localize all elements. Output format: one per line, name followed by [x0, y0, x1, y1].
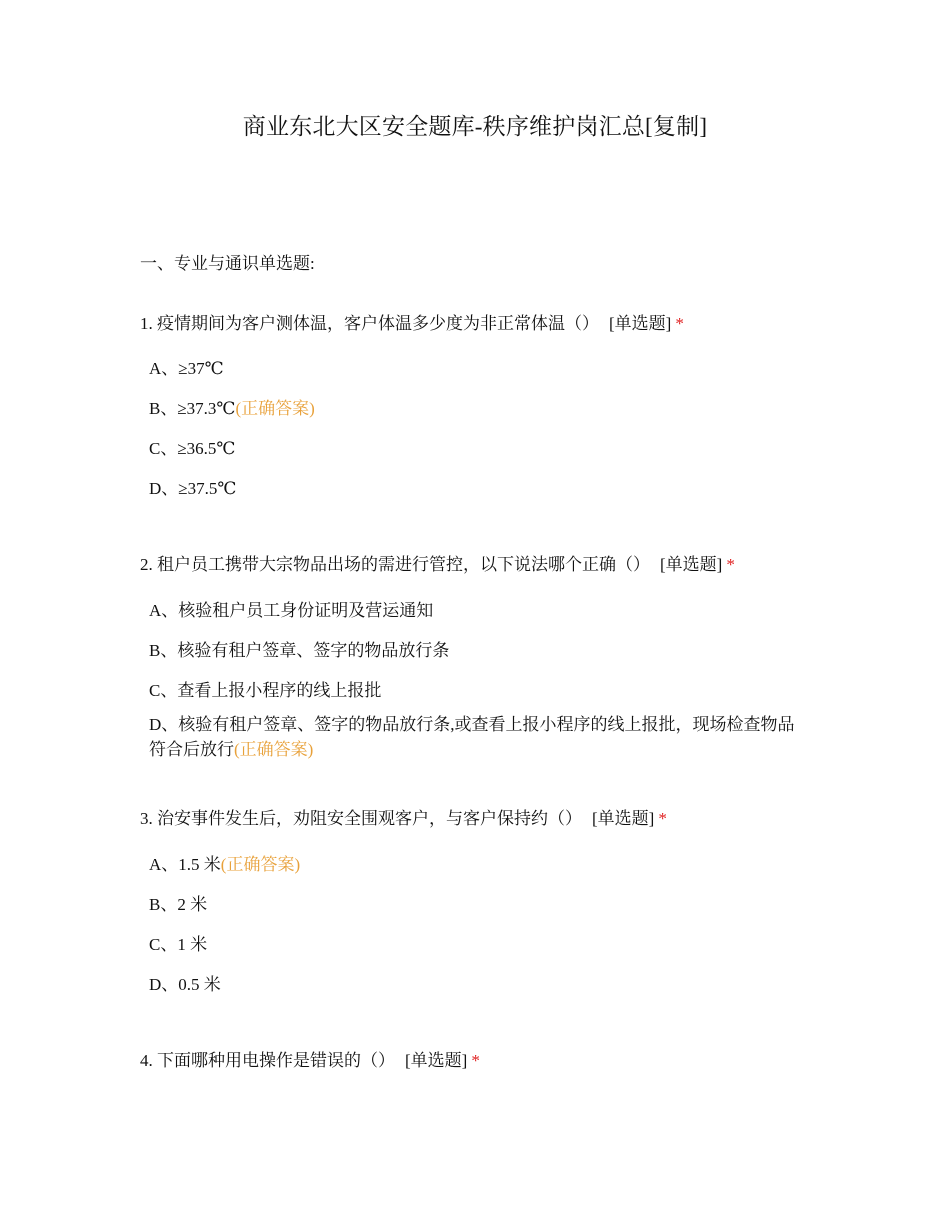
- question-4: [140, 1049, 820, 1073]
- section-heading: 一、专业与通识单选题:: [140, 254, 315, 273]
- question-text: 4. 下面哪种用电操作是错误的（）: [140, 1051, 395, 1070]
- required-marker: *: [658, 809, 667, 828]
- question-type-label: [单选题]: [405, 1051, 468, 1070]
- option-text: B、2 米: [149, 895, 208, 914]
- option-text: C、≥36.5℃: [149, 439, 236, 458]
- question-text: 3. 治安事件发生后，劝阻安全围观客户，与客户保持约（）: [140, 809, 582, 828]
- option-text: A、1.5 米: [149, 855, 221, 874]
- option-text: B、≥37.3℃: [149, 399, 236, 418]
- option-text: D、≥37.5℃: [149, 479, 237, 498]
- option-b: [149, 638, 809, 663]
- option-b: [149, 396, 809, 421]
- correct-answer-tag: (正确答案): [235, 399, 315, 418]
- question-stem: [140, 1049, 820, 1073]
- question-type-label: [单选题]: [592, 809, 655, 828]
- question-type-label: [单选题]: [609, 314, 672, 333]
- question-text: 1. 疫情期间为客户测体温，客户体温多少度为非正常体温（）: [140, 314, 599, 333]
- page-title: 商业东北大区安全题库-秩序维护岗汇总[复制]: [242, 114, 708, 139]
- question-1: [140, 312, 820, 501]
- option-a: [149, 598, 809, 623]
- option-d: [149, 476, 809, 501]
- question-3: [140, 807, 820, 997]
- question-text: 2. 租户员工携带大宗物品出场的需进行管控，以下说法哪个正确（）: [140, 555, 650, 574]
- option-c: [149, 932, 809, 957]
- question-stem: [140, 312, 820, 336]
- option-text: D、0.5 米: [149, 975, 221, 994]
- option-text: A、核验租户员工身份证明及营运通知: [149, 601, 434, 620]
- option-a: [149, 356, 809, 381]
- question-2: [140, 553, 820, 762]
- option-text: C、查看上报小程序的线上报批: [149, 681, 382, 700]
- option-d: [149, 972, 809, 997]
- required-marker: *: [471, 1051, 480, 1070]
- question-stem: [140, 807, 820, 831]
- option-c: [149, 436, 809, 461]
- option-text: A、≥37℃: [149, 359, 224, 378]
- option-text: D、核验有租户签章、签字的物品放行条,或查看上报小程序的线上报批，现场检查物品符合后放行: [149, 715, 795, 759]
- option-b: [149, 892, 809, 917]
- option-text: C、1 米: [149, 935, 208, 954]
- required-marker: *: [726, 555, 735, 574]
- option-list: [140, 852, 820, 997]
- required-marker: *: [675, 314, 684, 333]
- correct-answer-tag: (正确答案): [234, 740, 314, 759]
- option-list: [140, 598, 820, 762]
- option-a: [149, 852, 809, 877]
- option-text: B、核验有租户签章、签字的物品放行条: [149, 641, 450, 660]
- question-type-label: [单选题]: [660, 555, 723, 574]
- correct-answer-tag: (正确答案): [220, 855, 301, 874]
- option-c: [149, 678, 809, 703]
- question-stem: [140, 553, 820, 577]
- option-d: [149, 712, 809, 762]
- option-list: [140, 356, 820, 501]
